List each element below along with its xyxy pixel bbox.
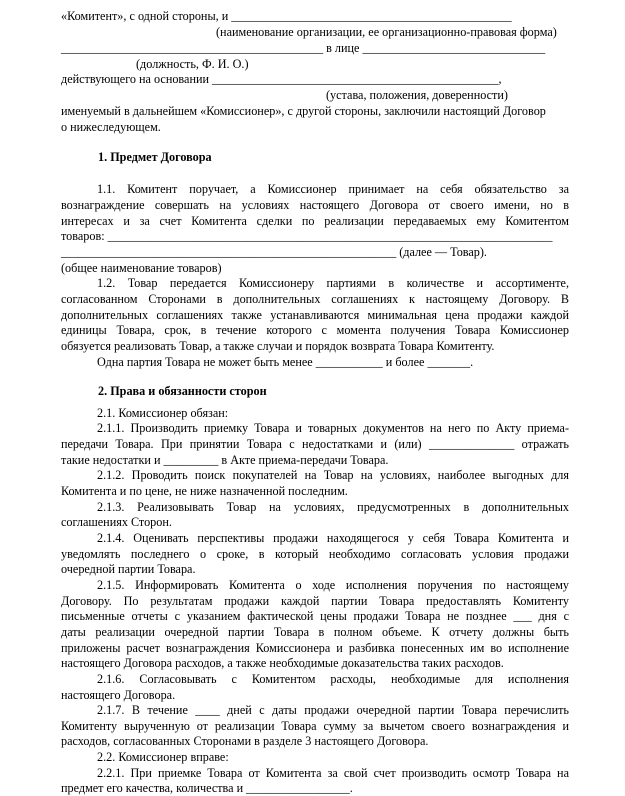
clause-2-1-7-line-3: расходов, согласованных Сторонами в разделе 3 настоящего Договора. <box>61 734 429 748</box>
intro-line-8: о нижеследующем. <box>61 120 161 134</box>
clause-2-2-1-line-1: 2.2.1. При приемке Товара от Комитента за свой счет производить осмотр Товара на <box>97 766 569 780</box>
clause-2-1-5-line-5: приложены расчет вознаграждения Комиссионера и разбивка понесенных им во исполнение <box>61 641 569 655</box>
clause-1-1-line-2: вознаграждение совершать на условиях настоящего Договора от своего имени, но в <box>61 198 569 212</box>
clause-2-1-5-line-2: Договору. По результатам продажи каждой партии Товара предоставлять Комитенту <box>61 594 569 608</box>
clause-2-1-4-line-3: очередной партии Товара. <box>61 562 196 576</box>
clause-2-1-4-line-1: 2.1.4. Оценивать перспективы продажи находящегося у себя Товара Комитента и <box>97 531 569 545</box>
intro-line-3: ___________________________________________ в лице ______________________________ <box>61 41 546 55</box>
clause-1-1-line-4: товаров: _________________________________________________________________________ <box>61 229 553 243</box>
clause-2-1-6-line-2: настоящего Договора. <box>61 688 176 702</box>
clause-1-2-line-1: 1.2. Товар передается Комиссионеру партиями в количестве и ассортименте, <box>97 276 569 290</box>
section-1-heading: 1. Предмет Договора <box>98 150 212 164</box>
clause-2-1-1-line-2: передачи Товара. При принятии Товара с недостатками и (или) ______________ отражать <box>61 437 569 451</box>
intro-line-5: действующего на основании _______________________________________________, <box>61 72 502 86</box>
intro-caption-basis: (устава, положения, доверенности) <box>326 88 508 102</box>
section-2-heading: 2. Права и обязанности сторон <box>98 384 267 398</box>
intro-caption-position: (должность, Ф. И. О.) <box>136 57 249 71</box>
clause-1-2-line-4: единицы Товара, срок, в течение которого с момента получения Товара Комиссионер <box>61 323 569 337</box>
clause-2-1-7-line-2: Комитенту вырученную от реализации Товара сумму за вычетом своего вознаграждения и <box>61 719 569 733</box>
clause-1-2-line-5: обязуется реализовать Товар, а также случаи и порядок возврата Товара Комитенту. <box>61 339 495 353</box>
clause-1-1-line-1: 1.1. Комитент поручает, а Комиссионер принимает на себя обязательство за <box>97 182 569 196</box>
clause-1-1-line-5: _______________________________________________________ (далее — Товар). <box>61 245 487 259</box>
clause-2-2-title: 2.2. Комиссионер вправе: <box>97 750 229 764</box>
clause-1-2-line-3: дополнительных соглашениях также устанавливаются минимальная цена продажи каждой <box>61 308 569 322</box>
clause-2-2-1-line-2: предмет его качества, количества и _________________. <box>61 781 353 795</box>
clause-2-1-5-line-3: письменные отчеты с указанием фактической цены продажи Товара не позднее ___ дня с <box>61 609 569 623</box>
clause-1-1-caption: (общее наименование товаров) <box>61 261 222 275</box>
clause-2-1-1-line-1: 2.1.1. Производить приемку Товара и товарных документов на него по Акту приема- <box>97 421 569 435</box>
clause-2-1-5-line-6: настоящего Договора расходов, а также необходимые доказательства таких расходов. <box>61 656 504 670</box>
clause-1-2-line-2: согласованном Сторонами в дополнительных соглашениях к настоящему Договору. В <box>61 292 569 306</box>
clause-2-1-3-line-2: соглашениях Сторон. <box>61 515 172 529</box>
clause-2-1-title: 2.1. Комиссионер обязан: <box>97 406 229 420</box>
clause-2-1-5-line-1: 2.1.5. Информировать Комитента о ходе исполнения поручения по настоящему <box>97 578 569 592</box>
clause-2-1-4-line-2: уведомлять последнего о сроке, в который необходимо согласовать условия продажи <box>61 547 569 561</box>
clause-2-1-7-line-1: 2.1.7. В течение ____ дней с даты продажи очередной партии Товара перечислить <box>97 703 569 717</box>
clause-2-1-6-line-1: 2.1.6. Согласовывать с Комитентом расходы, необходимые для исполнения <box>97 672 569 686</box>
clause-2-1-2-line-2: Комитента и по цене, не ниже назначенной последним. <box>61 484 348 498</box>
clause-2-1-3-line-1: 2.1.3. Реализовывать Товар на условиях, предусмотренных в дополнительных <box>97 500 569 514</box>
clause-1-1-line-3: интересах и за счет Комитента сделки по реализации передаваемых ему Комитентом <box>61 214 569 228</box>
intro-line-7: именуемый в дальнейшем «Комиссионер», с другой стороны, заключили настоящий Договор <box>61 104 546 118</box>
clause-1-2-line-6: Одна партия Товара не может быть менее ___________ и более _______. <box>97 355 474 369</box>
intro-caption-organization: (наименование организации, ее организационно-правовая форма) <box>216 25 557 39</box>
clause-2-1-5-line-4: даты реализации очередной партии Товара в полном объеме. К отчету должны быть <box>61 625 569 639</box>
clause-2-1-1-line-3: такие недостатки и _________ в Акте приема-передачи Товара. <box>61 453 389 467</box>
clause-2-1-2-line-1: 2.1.2. Проводить поиск покупателей на Товар на условиях, наиболее выгодных для <box>97 468 569 482</box>
intro-line-1: «Комитент», с одной стороны, и ______________________________________________ <box>61 9 512 23</box>
